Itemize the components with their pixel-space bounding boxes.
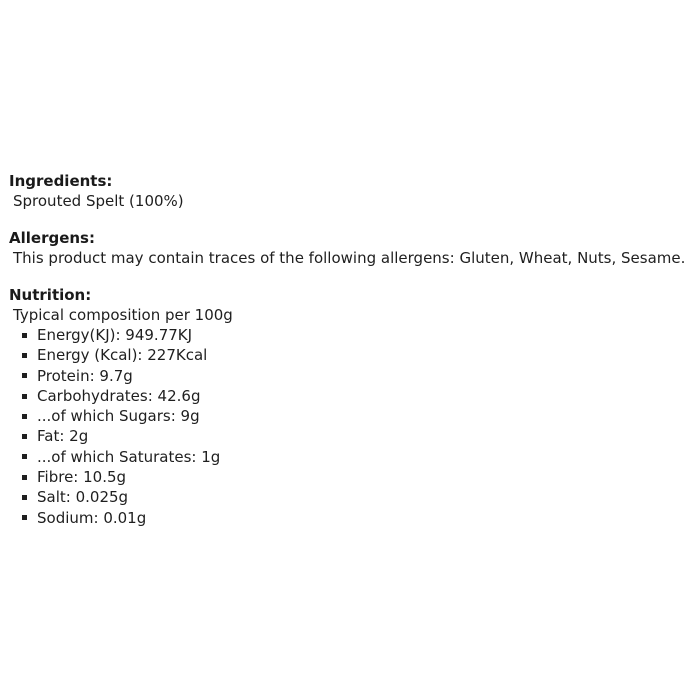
- nutrition-item: [9, 467, 699, 487]
- nutrition-item: [9, 345, 699, 365]
- bullet-icon: [22, 353, 27, 358]
- nutrition-item: [9, 508, 699, 528]
- nutrition-item: [9, 386, 699, 406]
- nutrition-item: [9, 447, 699, 467]
- nutrition-item: [9, 426, 699, 446]
- nutrition-item-text: Salt: 0.025g: [37, 488, 129, 507]
- nutrition-item-text: Protein: 9.7g: [37, 366, 133, 385]
- nutrition-item: [9, 366, 699, 386]
- nutrition-item: [9, 406, 699, 426]
- bullet-icon: [22, 475, 27, 480]
- bullet-icon: [22, 373, 27, 378]
- nutrition-item: [9, 487, 699, 507]
- nutrition-item-text: ...of which Saturates: 1g: [37, 447, 221, 466]
- nutrition-item-text: Fibre: 10.5g: [37, 468, 127, 487]
- bullet-icon: [22, 414, 27, 419]
- bullet-icon: [22, 454, 27, 459]
- nutrition-item-text: Carbohydrates: 42.6g: [37, 386, 201, 405]
- nutrition-item-text: Sodium: 0.01g: [37, 508, 147, 527]
- bullet-icon: [22, 394, 27, 399]
- bullet-icon: [22, 333, 27, 338]
- nutrition-item-text: Energy (Kcal): 227Kcal: [37, 346, 208, 365]
- nutrition-list: [9, 325, 699, 528]
- bullet-icon: [22, 515, 27, 520]
- nutrition-section: [9, 285, 699, 528]
- nutrition-heading: Nutrition:: [9, 286, 92, 304]
- nutrition-intro: Typical composition per 100g: [13, 306, 233, 324]
- allergens-text: This product may contain traces of the following allergens: Gluten, Wheat, Nuts, Sesame.: [13, 249, 686, 267]
- bullet-icon: [22, 495, 27, 500]
- allergens-section: [9, 228, 699, 285]
- ingredients-heading: Ingredients:: [9, 172, 113, 190]
- bullet-icon: [22, 434, 27, 439]
- nutrition-item-text: Fat: 2g: [37, 427, 89, 446]
- ingredients-text: Sprouted Spelt (100%): [13, 192, 184, 210]
- nutrition-item: [9, 325, 699, 345]
- product-info: [9, 171, 699, 528]
- nutrition-item-text: Energy(KJ): 949.77KJ: [37, 326, 193, 344]
- nutrition-item-text: ...of which Sugars: 9g: [37, 407, 200, 426]
- ingredients-section: [9, 171, 699, 228]
- allergens-heading: Allergens:: [9, 229, 95, 247]
